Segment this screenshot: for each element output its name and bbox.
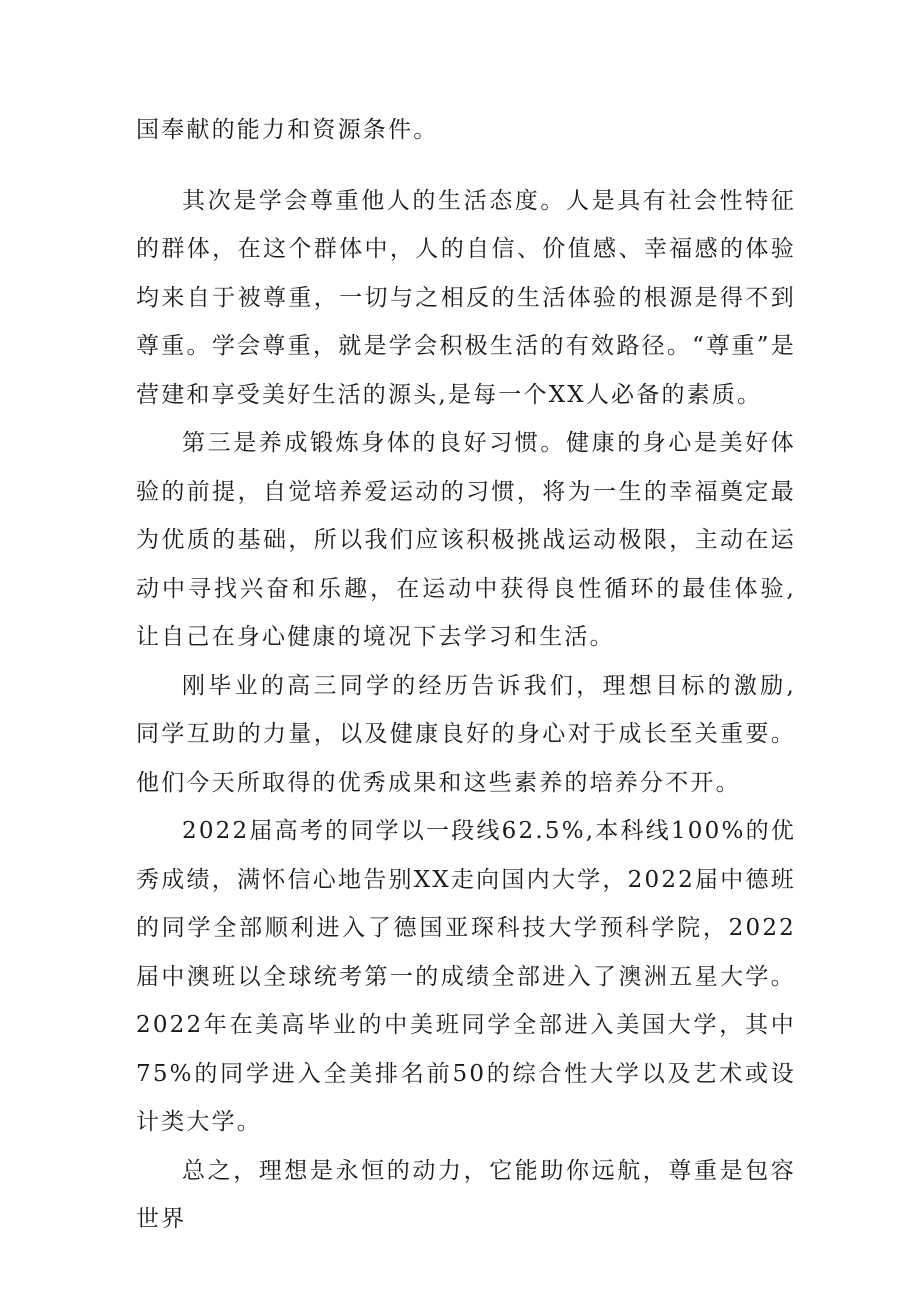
paragraph-respect: 其次是学会尊重他人的生活态度。人是具有社会性特征的群体，在这个群体中，人的自信、价值感、幸福感的体验均来自于被尊重，一切与之相反的生活体验的根源是得不到尊重。学会尊重，就是学会积极生活的有效路径。“尊重”是营建和享受美好生活的源头,是每一个XX人必备的素质。	[136, 187, 796, 408]
paragraph-exercise: 第三是养成锻炼身体的良好习惯。健康的身心是美好体验的前提，自觉培养爱运动的习惯，将为一生的幸福奠定最为优质的基础，所以我们应该积极挑战运动极限，主动在运动中寻找兴奋和乐趣，在运动中获得良性循环的最佳体验,让自己在身心健康的境况下去学习和生活。	[136, 430, 796, 650]
paragraph-results: 2022届高考的同学以一段线62.5%,本科线100%的优秀成绩，满怀信心地告别XX走向国内大学，2022届中德班的同学全部顺利进入了德国亚琛科技大学预科学院，2022届中澳班以全球统考第一的成绩全部进入了澳洲五星大学。2022年在美高毕业的中美班同学全部进入美国大学，其中75%的同学进入全美排名前50的综合性大学以及艺术或设计类大学。	[136, 818, 796, 1135]
document-body	[136, 106, 796, 1244]
paragraph-graduates: 刚毕业的高三同学的经历告诉我们，理想目标的激励,同学互助的力量，以及健康良好的身心对于成长至关重要。他们今天所取得的优秀成果和这些素养的培养分不开。	[136, 672, 796, 796]
paragraph-continuation: 国奉献的能力和资源条件。	[136, 117, 439, 143]
paragraph-conclusion: 总之，理想是永恒的动力，它能助你远航，尊重是包容世界	[136, 1157, 796, 1232]
